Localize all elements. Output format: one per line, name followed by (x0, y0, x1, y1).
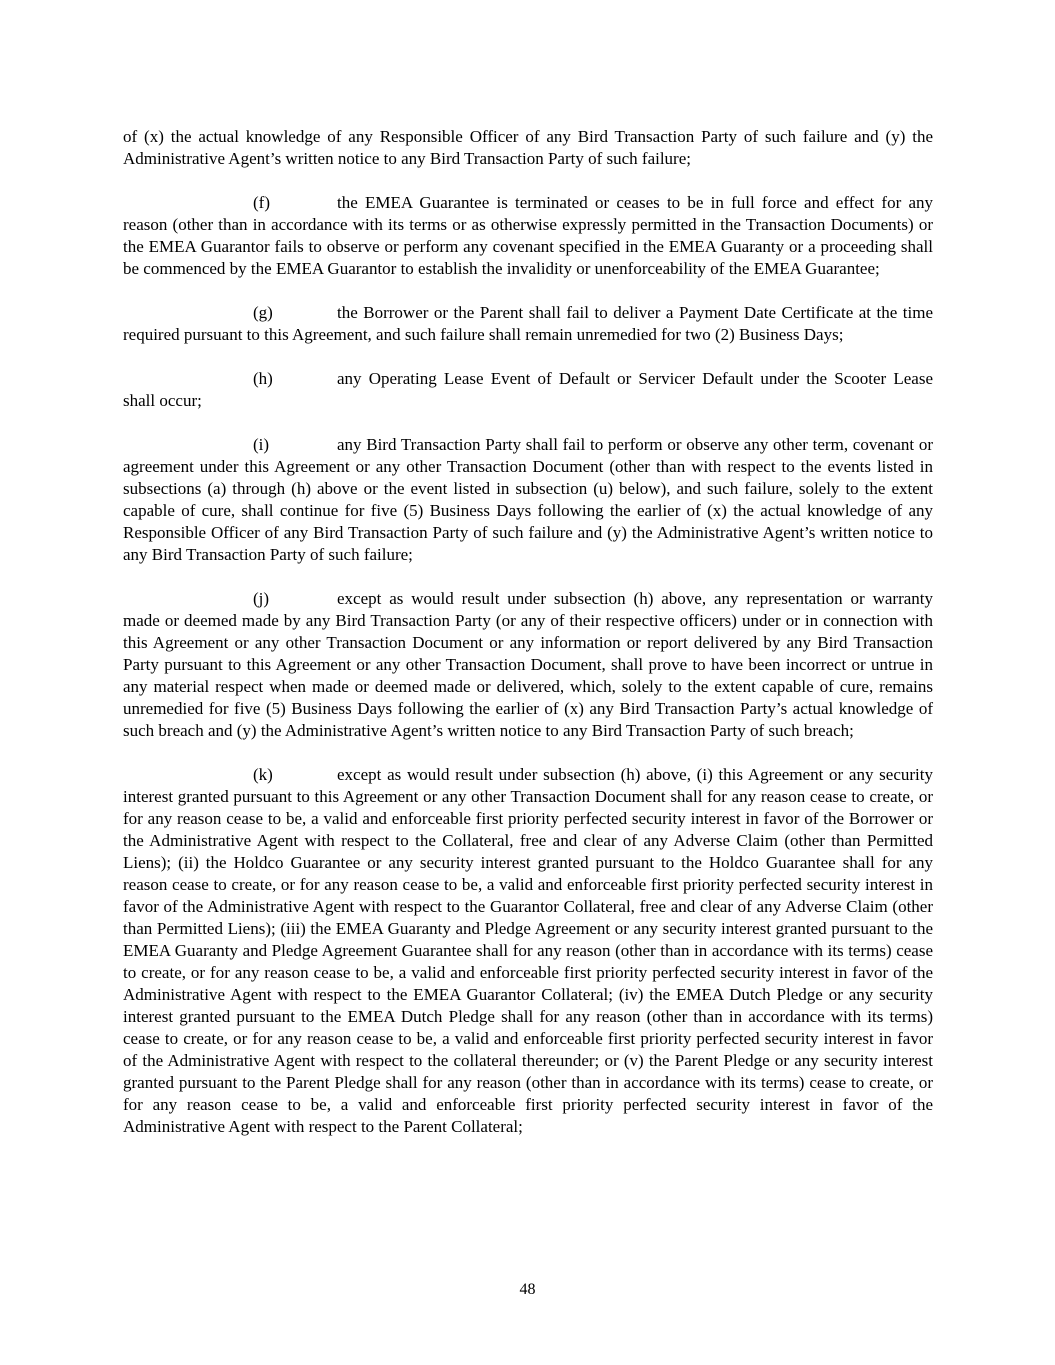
paragraph-text: any Bird Transaction Party shall fail to perform or observe any other term, covenant or agreement under this Agreement or any other Transaction Document (other than with respect to the events listed in subsections (a) through (h) above or the event listed in subsection (u) below), and such failure, solely to the extent capable of cure, shall continue for five (5) Business Days following the earlier of (x) the actual knowledge of any Responsible Officer of any Bird Transaction Party of such failure and (y) the Administrative Agent’s written notice to any Bird Transaction Party of such failure; (123, 435, 933, 564)
subsection-label-j: (j) (253, 589, 270, 608)
paragraph-k (123, 764, 933, 1138)
subsection-label-k: (k) (253, 765, 273, 784)
subsection-label-g: (g) (253, 303, 273, 322)
paragraph-g (123, 302, 933, 346)
subsection-label-i: (i) (253, 435, 270, 454)
subsection-label-f: (f) (253, 193, 270, 212)
paragraph-j (123, 588, 933, 742)
subsection-label-h: (h) (253, 369, 273, 388)
paragraph-text: except as would result under subsection (h) above, any representation or warranty made or deemed made by any Bird Transaction Party (or any of their respective officers) under or in connection with this Agreement or any other Transaction Document or any information or report delivered by any Bird Transaction Party pursuant to this Agreement or any other Transaction Document, shall prove to have been incorrect or untrue in any material respect when made or deemed made or delivered, which, solely to the extent capable of cure, remains unremedied for five (5) Business Days following the earlier of (x) any Bird Transaction Party’s actual knowledge of such breach and (y) the Administrative Agent’s written notice to any Bird Transaction Party of such breach; (123, 589, 933, 740)
paragraph-f (123, 192, 933, 280)
paragraph-continuation (123, 126, 933, 170)
paragraph-text: of (x) the actual knowledge of any Responsible Officer of any Bird Transaction Party of such failure and (y) the Administrative Agent’s written notice to any Bird Transaction Party of such failure; (123, 127, 933, 168)
paragraph-text: except as would result under subsection (h) above, (i) this Agreement or any security interest granted pursuant to this Agreement or any other Transaction Document shall for any reason cease to create, or for any reason cease to be, a valid and enforceable first priority perfected security interest in favor of the Borrower or the Administrative Agent with respect to the Collateral, free and clear of any Adverse Claim (other than Permitted Liens); (ii) the Holdco Guarantee or any security interest granted pursuant to the Holdco Guarantee shall for any reason cease to create, or for any reason cease to be, a valid and enforceable first priority perfected security interest in favor of the Administrative Agent with respect to the Guarantor Collateral, free and clear of any Adverse Claim (other than Permitted Liens); (iii) the EMEA Guaranty and Pledge Agreement or any security interest granted pursuant to the EMEA Guaranty and Pledge Agreement Guarantee shall for any reason (other than in accordance with its terms) cease to create, or for any reason cease to be, a valid and enforceable first priority perfected security interest in favor of the Administrative Agent with respect to the EMEA Guarantor Collateral; (iv) the EMEA Dutch Pledge or any security interest granted pursuant to the EMEA Dutch Pledge shall for any reason (other than in accordance with its terms) cease to create, or for any reason cease to be, a valid and enforceable first priority perfected security interest in favor of the Administrative Agent with respect to the collateral thereunder; or (v) the Parent Pledge or any security interest granted pursuant to the Parent Pledge shall for any reason (other than in accordance with its terms) cease to create, or for any reason cease to be, a valid and enforceable first priority perfected security interest in favor of the Administrative Agent with respect to the Parent Collateral; (123, 765, 933, 1136)
paragraph-h (123, 368, 933, 412)
paragraph-text: the Borrower or the Parent shall fail to deliver a Payment Date Certificate at the time required pursuant to this Agreement, and such failure shall remain unremedied for two (2) Business Days; (123, 303, 933, 344)
paragraph-text: any Operating Lease Event of Default or Servicer Default under the Scooter Lease shall occur; (123, 369, 933, 410)
page-number: 48 (519, 1281, 536, 1298)
document-body (123, 126, 933, 1160)
paragraph-text: the EMEA Guarantee is terminated or ceases to be in full force and effect for any reason (other than in accordance with its terms or as otherwise expressly permitted in the Transaction Documents) or the EMEA Guarantor fails to observe or perform any covenant specified in the EMEA Guaranty or a proceeding shall be commenced by the EMEA Guarantor to establish the invalidity or unenforceability of the EMEA Guarantee; (123, 193, 933, 278)
paragraph-i (123, 434, 933, 566)
